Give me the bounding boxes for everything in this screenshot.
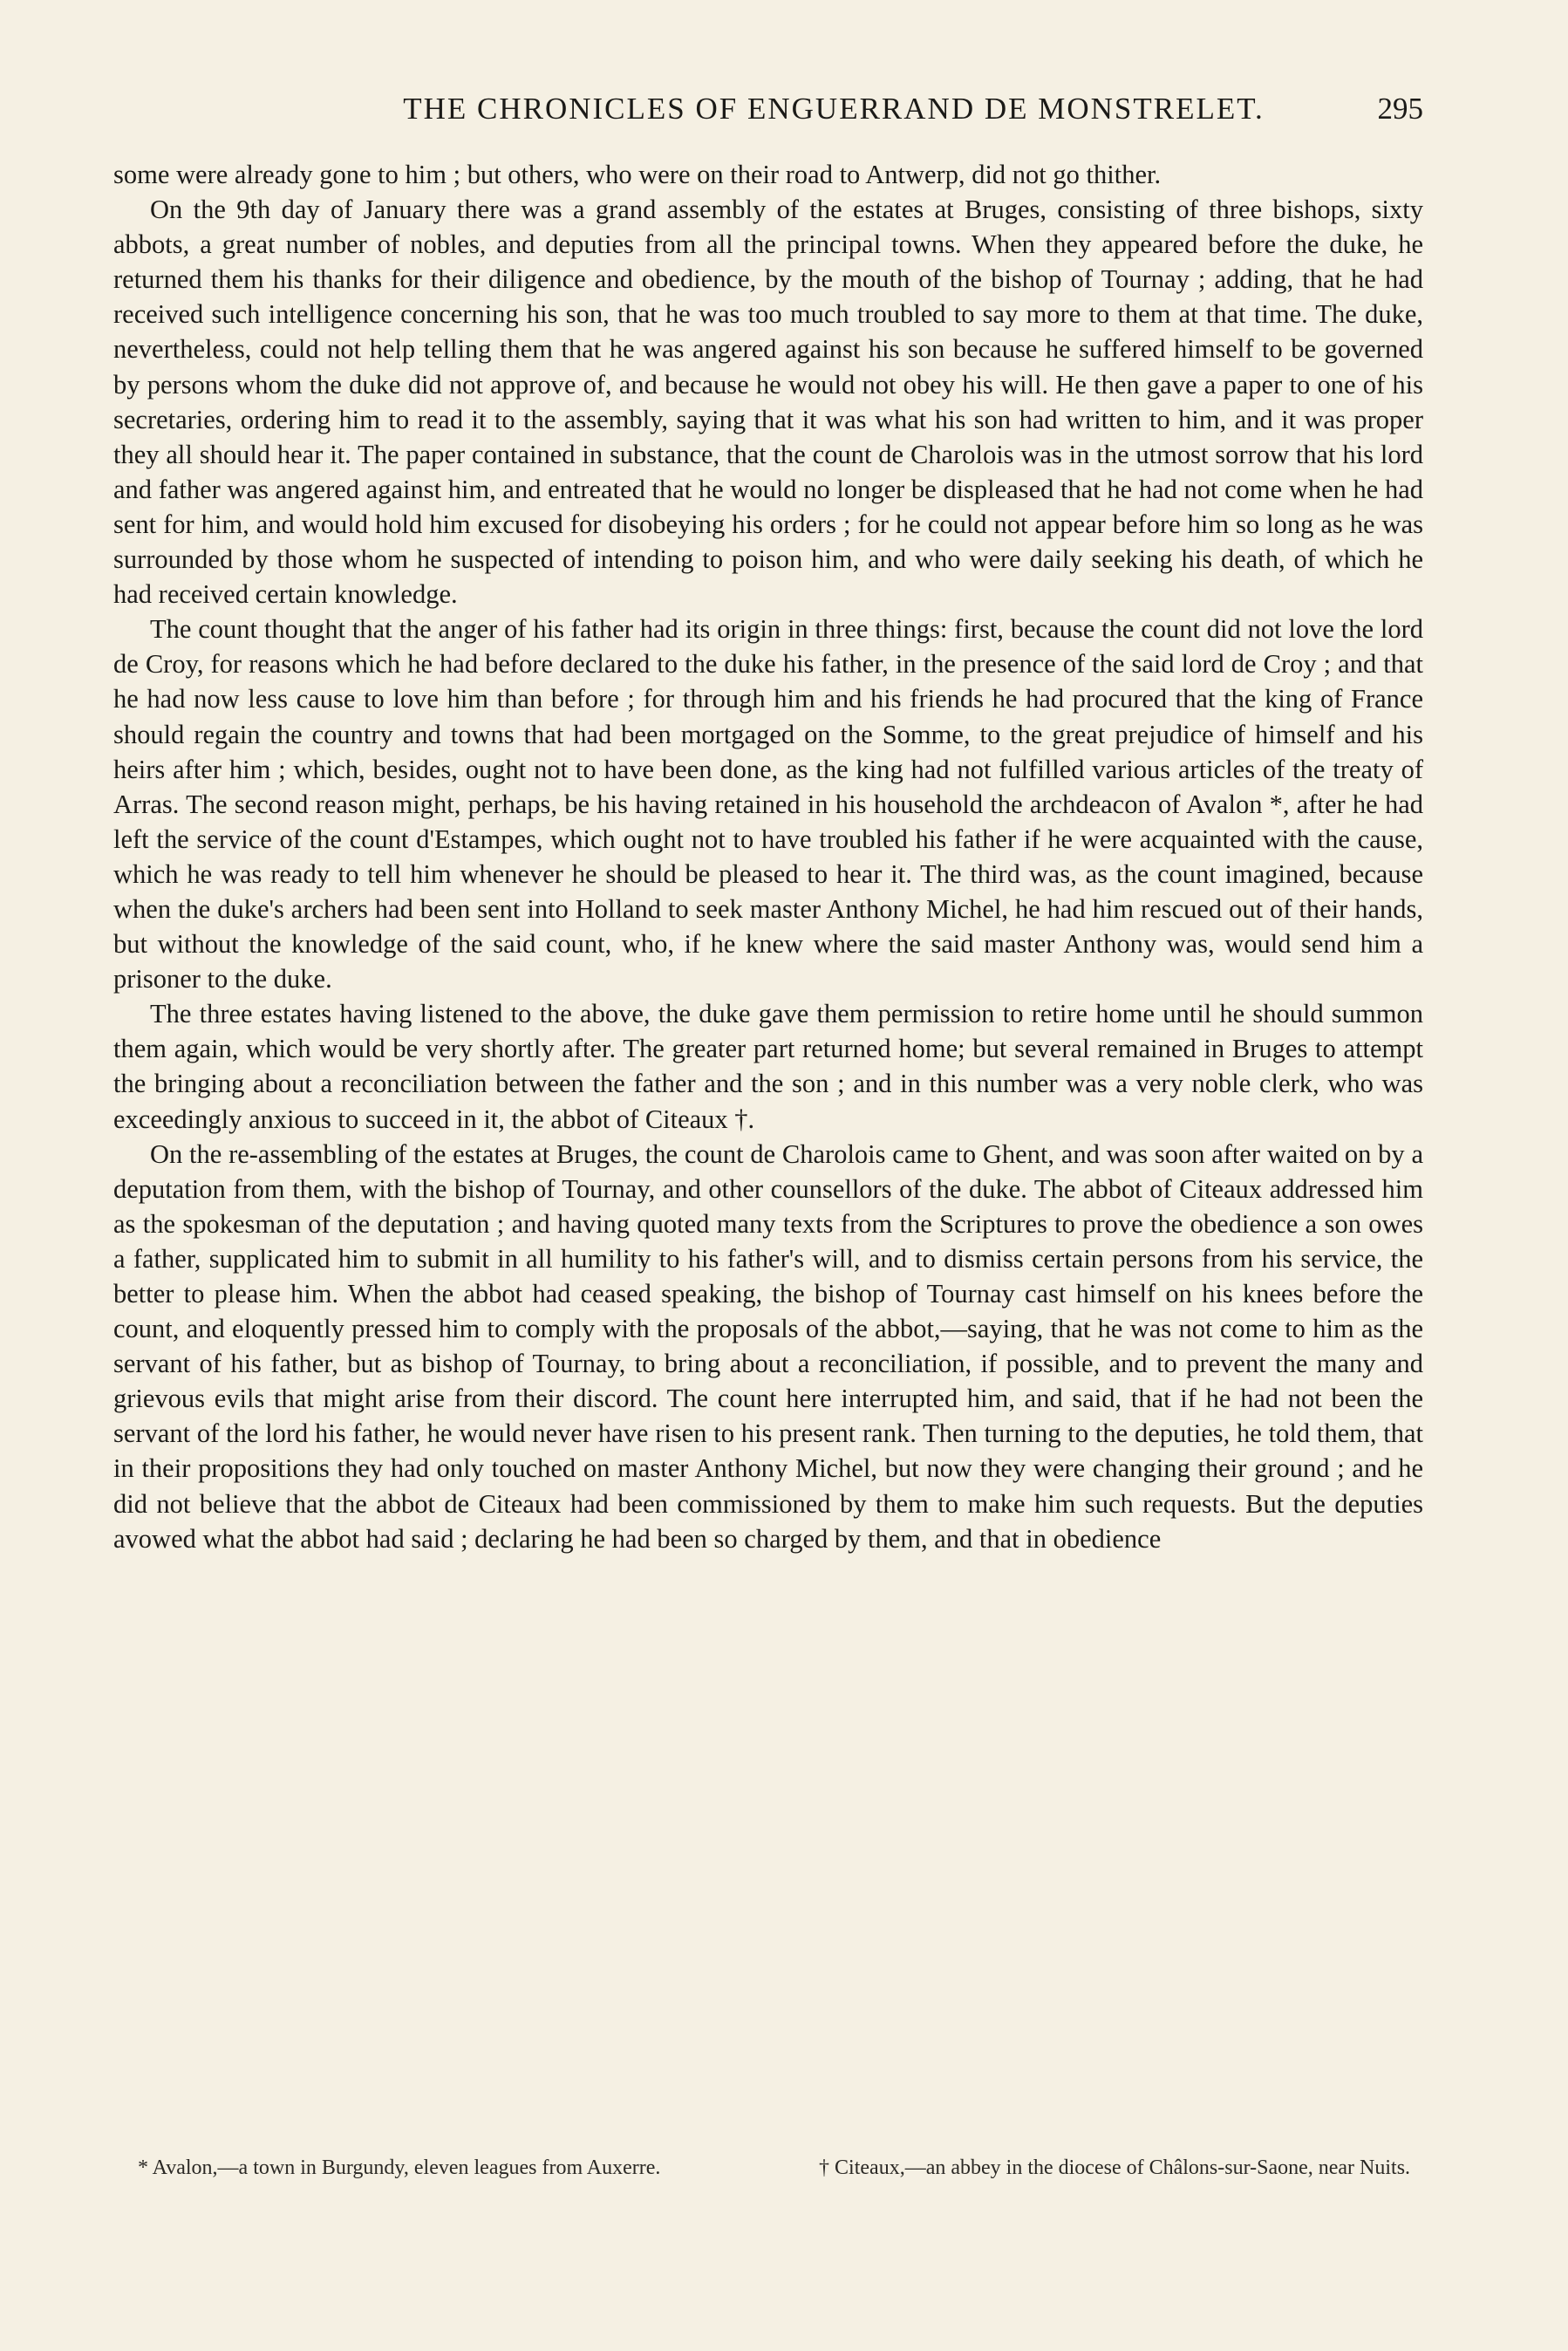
footnotes: [113, 2155, 1423, 2181]
footnote-avalon: * Avalon,—a town in Burgundy, eleven leagues from Auxerre.: [138, 2156, 661, 2179]
running-header: [113, 87, 1423, 131]
page-number: 295: [1377, 92, 1423, 126]
paragraph: The count thought that the anger of his father had its origin in three things: first, because the count did not love the lord de Croy, for reasons which he had before declared to the duke his father, in the presence of the said lord de Croy ; and that he had now less cause to love him than before ; for through him and his friends he had procured that the king of France should regain the country and towns that had been mortgaged on the Somme, to the great prejudice of himself and his heirs after him ; which, besides, ought not to have been done, as the king had not fulfilled various articles of the treaty of Arras. The second reason might, perhaps, be his having retained in his household the archdeacon of Avalon *, after he had left the service of the count d'Estampes, which ought not to have troubled his father if he were acquainted with the cause, which he was ready to tell him whenever he should be pleased to hear it. The third was, as the count imagined, because when the duke's archers had been sent into Holland to seek master Anthony Michel, he had him rescued out of their hands, but without the knowledge of the said count, who, if he knew where the said master Anthony was, would send him a prisoner to the duke.: [113, 614, 1423, 994]
footnote-citeaux: † Citeaux,—an abbey in the diocese of Châlons-sur-Saone, near Nuits.: [819, 2156, 1411, 2179]
running-title: THE CHRONICLES OF ENGUERRAND DE MONSTRELET.: [403, 92, 1265, 126]
paragraph: On the 9th day of January there was a grand assembly of the estates at Bruges, consisting of three bishops, sixty abbots, a great number of nobles, and deputies from all the principal towns. When they appeared before the duke, he returned them his thanks for their diligence and obedience, by the mouth of the bishop of Tournay ; adding, that he had received such intelligence concerning his son, that he was too much troubled to say more to them at that time. The duke, nevertheless, could not help telling them that he was angered against his son because he suffered himself to be governed by persons whom the duke did not approve of, and because he would not obey his will. He then gave a paper to one of his secretaries, ordering him to read it to the assembly, saying that it was what his son had written to him, and it was proper they all should hear it. The paper contained in substance, that the count de Charolois was in the utmost sorrow that his lord and father was angered against him, and entreated that he would no longer be displeased that he had not come when he had sent for him, and would hold him excused for disobeying his orders ; for he could not appear before him so long as he was surrounded by those whom he suspected of intending to poison him, and who were daily seeking his death, of which he had received certain knowledge.: [113, 195, 1423, 610]
paragraph: On the re-assembling of the estates at Bruges, the count de Charolois came to Ghent, and was soon after waited on by a deputation from them, with the bishop of Tournay, and other counsellors of the duke. The abbot of Citeaux addressed him as the spokesman of the deputation ; and having quoted many texts from the Scriptures to prove the obedience a son owes a father, supplicated him to submit in all humility to his father's will, and to dismiss certain persons from his service, the better to please him. When the abbot had ceased speaking, the bishop of Tournay cast himself on his knees before the count, and eloquently pressed him to comply with the proposals of the abbot,—saying, that he was not come to him as the servant of his father, but as bishop of Tournay, to bring about a reconciliation, if possible, and to prevent the many and grievous evils that might arise from their discord. The count here interrupted him, and said, that if he had not been the servant of the lord his father, he would never have risen to his present rank. Then turning to the deputies, he told them, that in their propositions they had only touched on master Anthony Michel, but now they were changing their ground ; and he did not believe that the abbot de Citeaux had been commissioned by them to make him such requests. But the deputies avowed what the abbot had said ; declaring he had been so charged by them, and that in obedience: [113, 1138, 1423, 1554]
body-text: [113, 157, 1423, 1556]
paragraph: The three estates having listened to the above, the duke gave them permission to retire home until he should summon them again, which would be very shortly after. The greater part returned home; but several remained in Bruges to attempt the bringing about a reconciliation between the father and the son ; and in this number was a very noble clerk, who was exceedingly anxious to succeed in it, the abbot of Citeaux †.: [113, 999, 1423, 1134]
paragraph: some were already gone to him ; but others, who were on their road to Antwerp, did not go thither.: [113, 160, 1162, 189]
